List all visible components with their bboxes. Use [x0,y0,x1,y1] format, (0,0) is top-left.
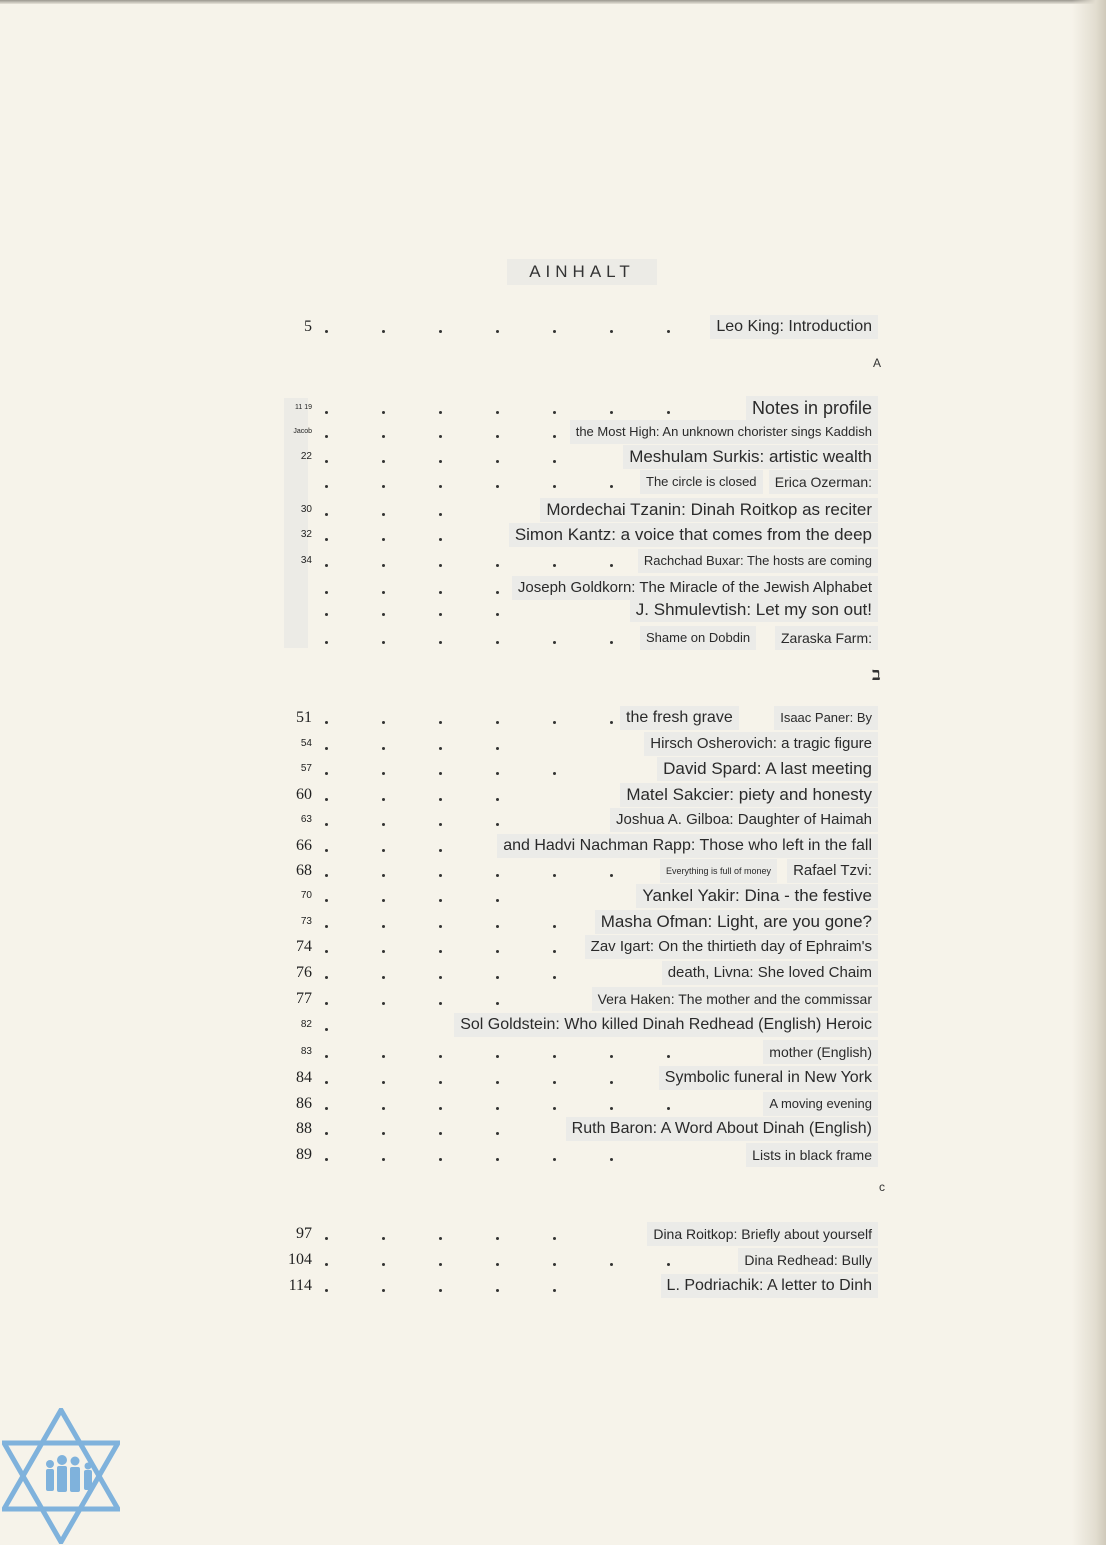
leader-dot [325,591,328,594]
leader-dot [382,564,385,567]
toc-row [280,884,890,908]
page-number: 68 [296,862,312,879]
leader-dot [382,849,385,852]
leader-dot [496,823,499,826]
toc-entry: Matel Sakcier: piety and honesty [620,783,878,807]
toc-row [280,315,890,339]
toc-row [280,498,890,522]
toc-entry: Rafael Tzvi: [787,859,878,883]
toc-row [280,987,890,1011]
page-number: 88 [296,1120,312,1137]
leader-dot [325,772,328,775]
leader-dot [439,435,442,438]
leader-dot [325,1107,328,1110]
toc-row [280,549,890,573]
leader-dot [325,1002,328,1005]
toc-entry: David Spard: A last meeting [657,757,878,781]
leader-dot [496,772,499,775]
toc-entry: Erica Ozerman: [769,470,878,494]
page-number: 76 [296,964,312,981]
page-number: 97 [296,1225,312,1242]
leader-dot [439,874,442,877]
leader-dot [496,330,499,333]
leader-dot [325,721,328,724]
leader-dot [325,798,328,801]
leader-dot [553,1263,556,1266]
leader-dot [382,1107,385,1110]
toc-row [280,396,890,420]
toc-row [280,961,890,985]
leader-dot [382,1055,385,1058]
leader-dot [496,613,499,616]
page-number: 82 [300,1019,312,1030]
toc-entry: Isaac Paner: By [774,706,878,730]
leader-dot [325,513,328,516]
leader-dot [553,1107,556,1110]
page-number: 70 [300,890,312,901]
page-number: 34 [300,555,312,566]
page-number: 51 [296,709,312,726]
leader-dot [439,591,442,594]
toc-row [280,1040,890,1064]
leader-dot [439,330,442,333]
leader-dot [382,1081,385,1084]
leader-dot [496,411,499,414]
leader-dot [439,1081,442,1084]
toc-entry: Simon Kantz: a voice that comes from the deep [509,523,878,547]
leader-dot [439,1289,442,1292]
leader-dot [439,976,442,979]
leader-dot [610,641,613,644]
toc-row [280,783,890,807]
toc-row [280,420,890,444]
page-number: 77 [296,990,312,1007]
page-number: 57 [300,763,312,774]
leader-dot [382,460,385,463]
leader-dot [553,772,556,775]
leader-dot [382,641,385,644]
leader-dot [382,899,385,902]
leader-dot [496,874,499,877]
toc-entry: Zaraska Farm: [775,626,878,650]
toc-entry-fragment: Everything is full of money [660,859,777,883]
leader-dot [496,435,499,438]
toc-entry: L. Podriachik: A letter to Dinh [661,1274,878,1298]
leader-dot [496,747,499,750]
page-number: 63 [300,814,312,825]
leader-dot [382,1289,385,1292]
toc-entry: Joseph Goldkorn: The Miracle of the Jewish Alphabet [512,576,878,600]
leader-dot [325,1081,328,1084]
leader-dot [439,613,442,616]
leader-dot [553,976,556,979]
leader-dot [382,411,385,414]
toc-entry: Dina Roitkop: Briefly about yourself [647,1222,878,1246]
leader-dot [325,823,328,826]
leader-dot [553,435,556,438]
page-edge-top [0,0,1106,4]
page-title: AINHALT [507,259,657,285]
leader-dot [553,1158,556,1161]
leader-dot [325,747,328,750]
toc-row [280,576,890,600]
leader-dot [496,1081,499,1084]
leader-dot [325,874,328,877]
toc-entry: Zav Igart: On the thirtieth day of Ephraim's [585,935,878,959]
leader-dot [439,950,442,953]
page-edge-right [1072,0,1106,1545]
leader-dot [553,330,556,333]
leader-dot [325,1028,328,1031]
leader-dot [439,513,442,516]
leader-dot [382,1132,385,1135]
leader-dot [325,485,328,488]
leader-dot [553,411,556,414]
leader-dot [439,1158,442,1161]
leader-dot [610,564,613,567]
page-number: 30 [300,504,312,515]
toc-entry: A moving evening [763,1092,878,1116]
leader-dot [553,1237,556,1240]
leader-dot [496,1055,499,1058]
leader-dot [325,641,328,644]
leader-dot [439,460,442,463]
leader-dot [553,950,556,953]
leader-dot [496,1002,499,1005]
page-number: 11 19 [295,404,312,411]
toc-row [280,1143,890,1167]
leader-dot [325,1289,328,1292]
leader-dot [496,899,499,902]
leader-dot [496,485,499,488]
section-mark-a: A [873,356,882,370]
toc-row [280,1013,890,1037]
toc-entry: Joshua A. Gilboa: Daughter of Haimah [610,808,878,832]
leader-dot [553,1289,556,1292]
toc-entry: Leo King: Introduction [710,315,878,339]
leader-dot [382,485,385,488]
leader-dot [439,564,442,567]
toc-row [280,859,890,883]
leader-dot [382,874,385,877]
toc-row [280,626,890,650]
leader-dot [439,641,442,644]
toc-row [280,834,890,858]
leader-dot [439,1107,442,1110]
toc-row [280,470,890,494]
toc-row [280,910,890,934]
page-number: 104 [288,1251,312,1268]
leader-dot [667,1107,670,1110]
toc-entry: Dina Redhead: Bully [738,1248,878,1272]
toc-entry: Hirsch Osherovich: a tragic figure [644,732,878,756]
leader-dot [439,1263,442,1266]
leader-dot [553,874,556,877]
page-number: Jacob [293,428,312,435]
page-number: 86 [296,1095,312,1112]
star-of-david-logo-icon [2,1408,120,1544]
leader-dot [667,411,670,414]
leader-dot [439,1055,442,1058]
leader-dot [325,1158,328,1161]
toc-row [280,1117,890,1141]
leader-dot [382,613,385,616]
leader-dot [439,1132,442,1135]
toc-row [280,1222,890,1246]
leader-dot [382,1263,385,1266]
leader-dot [496,1132,499,1135]
leader-dot [439,747,442,750]
leader-dot [439,925,442,928]
toc-entry: Yankel Yakir: Dina - the festive [636,884,878,908]
leader-dot [382,330,385,333]
leader-dot [382,772,385,775]
leader-dot [325,1263,328,1266]
leader-dot [439,1237,442,1240]
leader-dot [610,1263,613,1266]
leader-dot [325,950,328,953]
toc-entry: and Hadvi Nachman Rapp: Those who left in the fall [497,834,878,858]
leader-dot [553,564,556,567]
leader-dot [382,591,385,594]
leader-dot [325,899,328,902]
page-number: 5 [304,318,312,335]
toc-entry: Symbolic funeral in New York [659,1066,878,1090]
leader-dot [439,538,442,541]
leader-dot [325,564,328,567]
toc-row [280,1274,890,1298]
leader-dot [382,798,385,801]
leader-dot [610,411,613,414]
leader-dot [325,411,328,414]
toc-row [280,1248,890,1272]
leader-dot [496,721,499,724]
toc-row [280,935,890,959]
section-mark-b: ב [872,664,881,685]
leader-dot [439,899,442,902]
toc-entry-fragment: Shame on Dobdin [640,626,756,650]
leader-dot [382,823,385,826]
leader-dot [325,1055,328,1058]
leader-dot [382,747,385,750]
leader-dot [496,976,499,979]
leader-dot [496,564,499,567]
page-number: 74 [296,938,312,955]
leader-dot [325,538,328,541]
leader-dot [610,874,613,877]
leader-dot [496,1289,499,1292]
toc-entry: Mordechai Tzanin: Dinah Roitkop as reciter [540,498,878,522]
leader-dot [325,1132,328,1135]
leader-dot [667,1263,670,1266]
leader-dot [439,485,442,488]
leader-dot [553,641,556,644]
toc-entry: mother (English) [763,1040,878,1064]
toc-entry-fragment: the fresh grave [620,706,739,730]
toc-entry: Meshulam Surkis: artistic wealth [623,445,878,469]
page-number: 84 [296,1069,312,1086]
leader-dot [439,849,442,852]
leader-dot [382,538,385,541]
page-number: 32 [300,529,312,540]
leader-dot [325,330,328,333]
toc-entry-fragment: The circle is closed [640,470,763,494]
leader-dot [382,976,385,979]
leader-dot [667,330,670,333]
leader-dot [496,1237,499,1240]
leader-dot [382,513,385,516]
toc-row [280,757,890,781]
leader-dot [439,411,442,414]
leader-dot [325,849,328,852]
leader-dot [496,925,499,928]
leader-dot [325,613,328,616]
leader-dot [496,460,499,463]
leader-dot [496,1107,499,1110]
leader-dot [496,641,499,644]
toc-row [280,732,890,756]
toc-entry: death, Livna: She loved Chaim [662,961,878,985]
toc-entry: Sol Goldstein: Who killed Dinah Redhead (English) Heroic [454,1013,878,1037]
leader-dot [439,772,442,775]
leader-dot [610,485,613,488]
toc-row [280,1066,890,1090]
section-mark-c: c [879,1180,885,1194]
page-number: 83 [300,1046,312,1057]
toc-row [280,808,890,832]
leader-dot [610,1107,613,1110]
toc-row [280,598,890,622]
leader-dot [439,721,442,724]
toc-entry: J. Shmulevtish: Let my son out! [630,598,878,622]
page-number: 73 [300,916,312,927]
page-number: 54 [300,738,312,749]
toc-row [280,523,890,547]
toc-entry: the Most High: An unknown chorister sings Kaddish [570,420,878,444]
leader-dot [553,721,556,724]
leader-dot [382,1002,385,1005]
leader-dot [553,1055,556,1058]
page-number: 60 [296,786,312,803]
leader-dot [382,435,385,438]
leader-dot [496,798,499,801]
leader-dot [610,1081,613,1084]
page-number: 66 [296,837,312,854]
leader-dot [553,485,556,488]
toc-entry: Ruth Baron: A Word About Dinah (English) [566,1117,878,1141]
leader-dot [382,950,385,953]
leader-dot [325,976,328,979]
page-number: 114 [288,1277,312,1294]
leader-dot [610,721,613,724]
leader-dot [667,1055,670,1058]
leader-dot [610,1055,613,1058]
leader-dot [610,1158,613,1161]
toc-entry: Lists in black frame [746,1143,878,1167]
leader-dot [382,1237,385,1240]
toc-entry: Rachchad Buxar: The hosts are coming [638,549,878,573]
leader-dot [382,1158,385,1161]
leader-dot [610,330,613,333]
leader-dot [325,925,328,928]
leader-dot [496,1158,499,1161]
leader-dot [325,460,328,463]
toc-entry: Vera Haken: The mother and the commissar [592,987,878,1011]
leader-dot [496,1263,499,1266]
leader-dot [439,823,442,826]
leader-dot [325,1237,328,1240]
page-number: 22 [300,451,312,462]
leader-dot [496,591,499,594]
leader-dot [553,925,556,928]
leader-dot [553,460,556,463]
page-number: 89 [296,1146,312,1163]
toc-row [280,1092,890,1116]
leader-dot [382,721,385,724]
leader-dot [553,1081,556,1084]
toc-row [280,445,890,469]
leader-dot [439,798,442,801]
toc-entry: Notes in profile [746,396,878,420]
toc-row [280,706,890,730]
leader-dot [382,925,385,928]
toc-entry: Masha Ofman: Light, are you gone? [595,910,878,934]
leader-dot [496,950,499,953]
leader-dot [439,1002,442,1005]
leader-dot [325,435,328,438]
